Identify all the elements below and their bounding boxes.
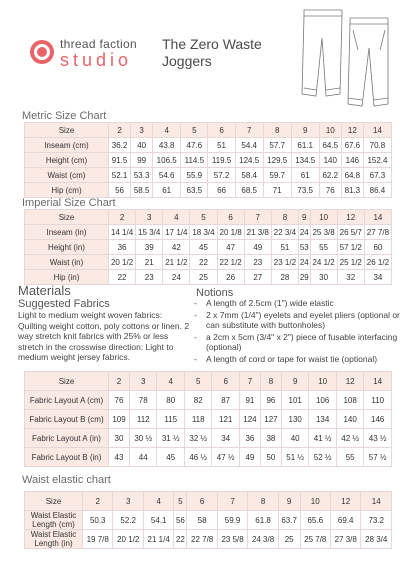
table-cell: 25	[278, 530, 300, 549]
table-cell: 62.2	[319, 168, 341, 183]
table-cell: 25	[190, 270, 217, 285]
table-cell: 22	[190, 255, 217, 270]
table-row	[25, 138, 392, 153]
table-cell: 82	[184, 391, 211, 410]
table-row	[25, 255, 392, 270]
page-header	[0, 0, 416, 110]
materials-heading: Materials	[18, 283, 71, 298]
materials-body: Light to medium weight woven fabrics: Quilting weight cotton, poly cottons or linen. 2 way stretch knit fabrics with 25% or less stretch in the crosswise direction: Light to medium weight jersey fabrics.	[18, 310, 190, 362]
table-cell: 76	[319, 183, 341, 198]
table-cell: 40	[131, 138, 153, 153]
table-cell: 23 1/2	[271, 255, 298, 270]
table-cell: 78	[130, 391, 157, 410]
table-cell: 86.4	[363, 183, 391, 198]
table-cell: 57 ½	[364, 448, 392, 467]
imperial-title: Imperial Size Chart	[22, 197, 116, 209]
table-cell: 27	[244, 270, 271, 285]
table-cell: 55	[310, 240, 337, 255]
table-row	[25, 429, 392, 448]
table-cell: 71	[263, 183, 291, 198]
header-cell: 10	[310, 210, 337, 225]
table-cell: 52.2	[113, 511, 143, 530]
header-cell: 5	[190, 210, 217, 225]
table-cell: 24	[298, 255, 310, 270]
table-header-row	[25, 123, 392, 138]
table-cell: 58	[187, 511, 217, 530]
table-cell: 22 1/2	[217, 255, 244, 270]
header-cell: Size	[25, 372, 109, 391]
table-cell: 55	[336, 448, 363, 467]
table-cell: 80	[157, 391, 184, 410]
table-cell: 140	[336, 410, 363, 429]
table-cell: 19 7/8	[83, 530, 113, 549]
table-cell: 22	[174, 530, 187, 549]
table-cell: 96	[260, 391, 281, 410]
notion-dash: -	[194, 298, 197, 308]
header-cell: 8	[263, 123, 291, 138]
table-cell: 43	[109, 448, 130, 467]
row-label-cell: Fabric Layout B (in)	[25, 448, 109, 467]
header-cell: 9	[291, 123, 319, 138]
brand-name-bottom: studio	[60, 50, 133, 70]
table-cell: 59.9	[217, 511, 247, 530]
table-cell: 51 ½	[281, 448, 308, 467]
table-cell: 50.3	[83, 511, 113, 530]
table-cell: 25 7/8	[300, 530, 330, 549]
table-cell: 42 ½	[336, 429, 363, 448]
notions-list	[192, 298, 414, 365]
header-cell: Size	[25, 210, 109, 225]
table-row	[25, 448, 392, 467]
header-cell: 9	[278, 492, 300, 511]
table-cell: 68.5	[235, 183, 263, 198]
table-cell: 47 ½	[212, 448, 239, 467]
table-cell: 45	[190, 240, 217, 255]
table-cell: 152.4	[363, 153, 391, 168]
header-cell: 5	[181, 123, 208, 138]
table-row	[25, 530, 392, 549]
header-cell: 10	[300, 492, 330, 511]
table-cell: 46 ½	[184, 448, 211, 467]
table-cell: 32 ½	[184, 429, 211, 448]
header-cell: 7	[244, 210, 271, 225]
header-cell: 6	[187, 492, 217, 511]
table-cell: 27 7/8	[364, 225, 391, 240]
table-cell: 130	[281, 410, 308, 429]
table-cell: 34	[212, 429, 239, 448]
header-cell: 4	[143, 492, 173, 511]
header-cell: 7	[239, 372, 260, 391]
table-cell: 26 5/7	[337, 225, 364, 240]
pattern-title: The Zero Waste Joggers	[162, 36, 262, 69]
table-cell: 23	[136, 270, 163, 285]
table-row	[25, 153, 392, 168]
table-cell: 24 3/8	[248, 530, 278, 549]
table-cell: 31 ½	[157, 429, 184, 448]
table-cell: 57.7	[263, 138, 291, 153]
imperial-size-table	[24, 209, 392, 285]
table-cell: 106	[309, 391, 336, 410]
header-cell: 14	[361, 492, 392, 511]
table-cell: 38	[260, 429, 281, 448]
header-cell: 8	[271, 210, 298, 225]
header-cell: 2	[83, 492, 113, 511]
header-cell: 7	[235, 123, 263, 138]
table-cell: 43 ½	[364, 429, 392, 448]
table-cell: 27 3/8	[330, 530, 360, 549]
table-cell: 21	[136, 255, 163, 270]
table-cell: 66	[208, 183, 235, 198]
header-cell: 4	[157, 372, 184, 391]
table-cell: 56	[109, 183, 131, 198]
header-cell: Size	[25, 492, 83, 511]
row-label-cell: Fabric Layout A (in)	[25, 429, 109, 448]
notion-dash: -	[194, 353, 197, 364]
table-cell: 58.5	[131, 183, 153, 198]
header-cell: 8	[260, 372, 281, 391]
table-cell: 49	[244, 240, 271, 255]
table-cell: 76	[109, 391, 130, 410]
table-cell: 55.9	[181, 168, 208, 183]
table-cell: 23	[244, 255, 271, 270]
table-cell: 26	[217, 270, 244, 285]
header-cell: 4	[153, 123, 181, 138]
table-cell: 30	[109, 429, 130, 448]
materials-subheading: Suggested Fabrics	[18, 298, 110, 310]
table-cell: 57 1/2	[337, 240, 364, 255]
notion-item: - 2 x 7mm (1/4") eyelets and eyelet pliers (optional or can substitute with buttonholes)	[194, 309, 400, 330]
table-cell: 34	[364, 270, 391, 285]
table-cell: 91	[239, 391, 260, 410]
table-cell: 36	[239, 429, 260, 448]
header-cell: 3	[136, 210, 163, 225]
header-cell: 9	[281, 372, 308, 391]
table-cell: 114.5	[181, 153, 208, 168]
header-cell: Size	[25, 123, 109, 138]
table-cell: 25 1/2	[337, 255, 364, 270]
table-cell: 24	[298, 225, 310, 240]
table-cell: 73.5	[291, 183, 319, 198]
table-cell: 21 1/4	[143, 530, 173, 549]
table-cell: 28 3/4	[361, 530, 392, 549]
table-cell: 109	[109, 410, 130, 429]
table-cell: 146	[341, 153, 363, 168]
notion-dash: -	[194, 309, 197, 320]
table-cell: 67.3	[363, 168, 391, 183]
row-label-cell: Hip (cm)	[25, 183, 109, 198]
table-header-row	[25, 210, 392, 225]
table-cell: 22 7/8	[187, 530, 217, 549]
brand-logo-icon	[30, 40, 54, 64]
header-cell: 3	[113, 492, 143, 511]
table-cell: 129.5	[263, 153, 291, 168]
table-cell: 21 1/2	[163, 255, 190, 270]
table-cell: 54.4	[235, 138, 263, 153]
table-cell: 67.6	[341, 138, 363, 153]
table-cell: 56	[174, 511, 187, 530]
table-cell: 91.5	[109, 153, 131, 168]
header-cell: 14	[364, 210, 391, 225]
table-cell: 108	[336, 391, 363, 410]
table-cell: 17 1/4	[163, 225, 190, 240]
header-cell: 6	[217, 210, 244, 225]
header-cell: 12	[337, 210, 364, 225]
table-cell: 15 3/4	[136, 225, 163, 240]
table-cell: 60	[364, 240, 391, 255]
header-cell: 14	[364, 372, 392, 391]
header-cell: 7	[217, 492, 247, 511]
table-cell: 47	[217, 240, 244, 255]
header-cell: 10	[309, 372, 336, 391]
table-cell: 45	[157, 448, 184, 467]
table-cell: 58.4	[235, 168, 263, 183]
row-label-cell: Height (cm)	[25, 153, 109, 168]
table-cell: 20 1/8	[217, 225, 244, 240]
table-cell: 73.2	[361, 511, 392, 530]
notion-item: - A length of cord or tape for waist tie (optional)	[194, 353, 378, 364]
table-cell: 20 1/2	[113, 530, 143, 549]
table-cell: 57.2	[208, 168, 235, 183]
table-cell: 24 1/2	[310, 255, 337, 270]
table-cell: 30 ½	[130, 429, 157, 448]
table-cell: 36.2	[109, 138, 131, 153]
table-row	[25, 270, 392, 285]
row-label-cell: Fabric Layout B (cm)	[25, 410, 109, 429]
header-cell: 3	[130, 372, 157, 391]
fabric-layout-table	[24, 371, 392, 467]
table-cell: 99	[131, 153, 153, 168]
table-cell: 61.8	[248, 511, 278, 530]
table-cell: 61	[291, 168, 319, 183]
row-label-cell: Waist Elastic Length (cm)	[25, 511, 83, 530]
table-cell: 119.5	[208, 153, 235, 168]
header-cell: 10	[319, 123, 341, 138]
table-cell: 53.3	[131, 168, 153, 183]
header-cell: 6	[212, 372, 239, 391]
table-cell: 26 1/2	[364, 255, 391, 270]
table-cell: 21 3/8	[244, 225, 271, 240]
waist-elastic-table	[24, 491, 392, 549]
table-cell: 43.8	[153, 138, 181, 153]
row-label-cell: Fabric Layout A (cm)	[25, 391, 109, 410]
table-cell: 87	[212, 391, 239, 410]
table-cell: 51	[271, 240, 298, 255]
table-cell: 64.5	[319, 138, 341, 153]
header-cell: 12	[330, 492, 360, 511]
table-cell: 146	[364, 410, 392, 429]
table-cell: 40	[281, 429, 308, 448]
table-cell: 51	[208, 138, 235, 153]
row-label-cell: Waist (in)	[25, 255, 109, 270]
table-cell: 124.5	[235, 153, 263, 168]
header-cell: 9	[298, 210, 310, 225]
table-cell: 29	[298, 270, 310, 285]
metric-size-table	[24, 122, 392, 198]
table-row	[25, 391, 392, 410]
table-cell: 134	[309, 410, 336, 429]
table-cell: 22	[109, 270, 136, 285]
table-cell: 69.4	[330, 511, 360, 530]
table-cell: 20 1/2	[109, 255, 136, 270]
table-cell: 65.6	[300, 511, 330, 530]
table-cell: 22 3/4	[271, 225, 298, 240]
row-label-cell: Hip (in)	[25, 270, 109, 285]
table-cell: 42	[163, 240, 190, 255]
brand-name-top: thread faction	[60, 37, 137, 51]
table-cell: 118	[184, 410, 211, 429]
notions-heading: Notions	[196, 287, 234, 299]
table-cell: 54.6	[153, 168, 181, 183]
table-cell: 61	[153, 183, 181, 198]
table-cell: 127	[260, 410, 281, 429]
table-row	[25, 511, 392, 530]
table-cell: 39	[136, 240, 163, 255]
table-row	[25, 168, 392, 183]
header-cell: 12	[336, 372, 363, 391]
header-cell: 2	[109, 123, 131, 138]
table-cell: 36	[109, 240, 136, 255]
metric-title: Metric Size Chart	[22, 110, 107, 122]
header-cell: 12	[341, 123, 363, 138]
header-cell: 3	[131, 123, 153, 138]
header-cell: 14	[363, 123, 391, 138]
table-cell: 140	[319, 153, 341, 168]
table-cell: 53	[298, 240, 310, 255]
table-cell: 28	[271, 270, 298, 285]
table-header-row	[25, 492, 392, 511]
table-cell: 44	[130, 448, 157, 467]
table-row	[25, 225, 392, 240]
table-cell: 30	[310, 270, 337, 285]
table-cell: 41 ½	[309, 429, 336, 448]
table-cell: 106.5	[153, 153, 181, 168]
table-cell: 23 5/8	[217, 530, 247, 549]
notion-dash: -	[194, 331, 197, 342]
table-cell: 70.8	[363, 138, 391, 153]
header-cell: 5	[174, 492, 187, 511]
table-row	[25, 240, 392, 255]
table-cell: 14 1/4	[109, 225, 136, 240]
header-cell: 8	[248, 492, 278, 511]
table-cell: 52.1	[109, 168, 131, 183]
table-cell: 110	[364, 391, 392, 410]
table-cell: 121	[212, 410, 239, 429]
table-cell: 124	[239, 410, 260, 429]
table-cell: 32	[337, 270, 364, 285]
table-cell: 24	[163, 270, 190, 285]
table-cell: 50	[260, 448, 281, 467]
row-label-cell: Height (in)	[25, 240, 109, 255]
table-cell: 54.1	[143, 511, 173, 530]
table-cell: 63.7	[278, 511, 300, 530]
table-row	[25, 183, 392, 198]
elastic-title: Waist elastic chart	[22, 474, 111, 486]
table-cell: 61.1	[291, 138, 319, 153]
row-label-cell: Inseam (in)	[25, 225, 109, 240]
row-label-cell: Waist Elastic Length (in)	[25, 530, 83, 549]
notion-item: - a 2cm x 5cm (3/4" x 2") piece of fusable interfacing (optional)	[194, 331, 398, 352]
table-cell: 63.5	[181, 183, 208, 198]
table-cell: 112	[130, 410, 157, 429]
header-cell: 6	[208, 123, 235, 138]
table-cell: 101	[281, 391, 308, 410]
table-cell: 59.7	[263, 168, 291, 183]
row-label-cell: Inseam (cm)	[25, 138, 109, 153]
table-row	[25, 410, 392, 429]
row-label-cell: Waist (cm)	[25, 168, 109, 183]
joggers-illustration	[296, 4, 396, 108]
header-cell: 5	[184, 372, 211, 391]
header-cell: 2	[109, 372, 130, 391]
table-cell: 25 3/8	[310, 225, 337, 240]
notion-item: - A length of 2.5cm (1") wide elastic	[194, 298, 334, 308]
header-cell: 2	[109, 210, 136, 225]
table-cell: 134.5	[291, 153, 319, 168]
table-cell: 81.3	[341, 183, 363, 198]
table-cell: 49	[239, 448, 260, 467]
table-cell: 47.6	[181, 138, 208, 153]
table-cell: 115	[157, 410, 184, 429]
header-cell: 4	[163, 210, 190, 225]
table-cell: 64.8	[341, 168, 363, 183]
table-cell: 18 3/4	[190, 225, 217, 240]
table-cell: 52 ½	[309, 448, 336, 467]
table-header-row	[25, 372, 392, 391]
